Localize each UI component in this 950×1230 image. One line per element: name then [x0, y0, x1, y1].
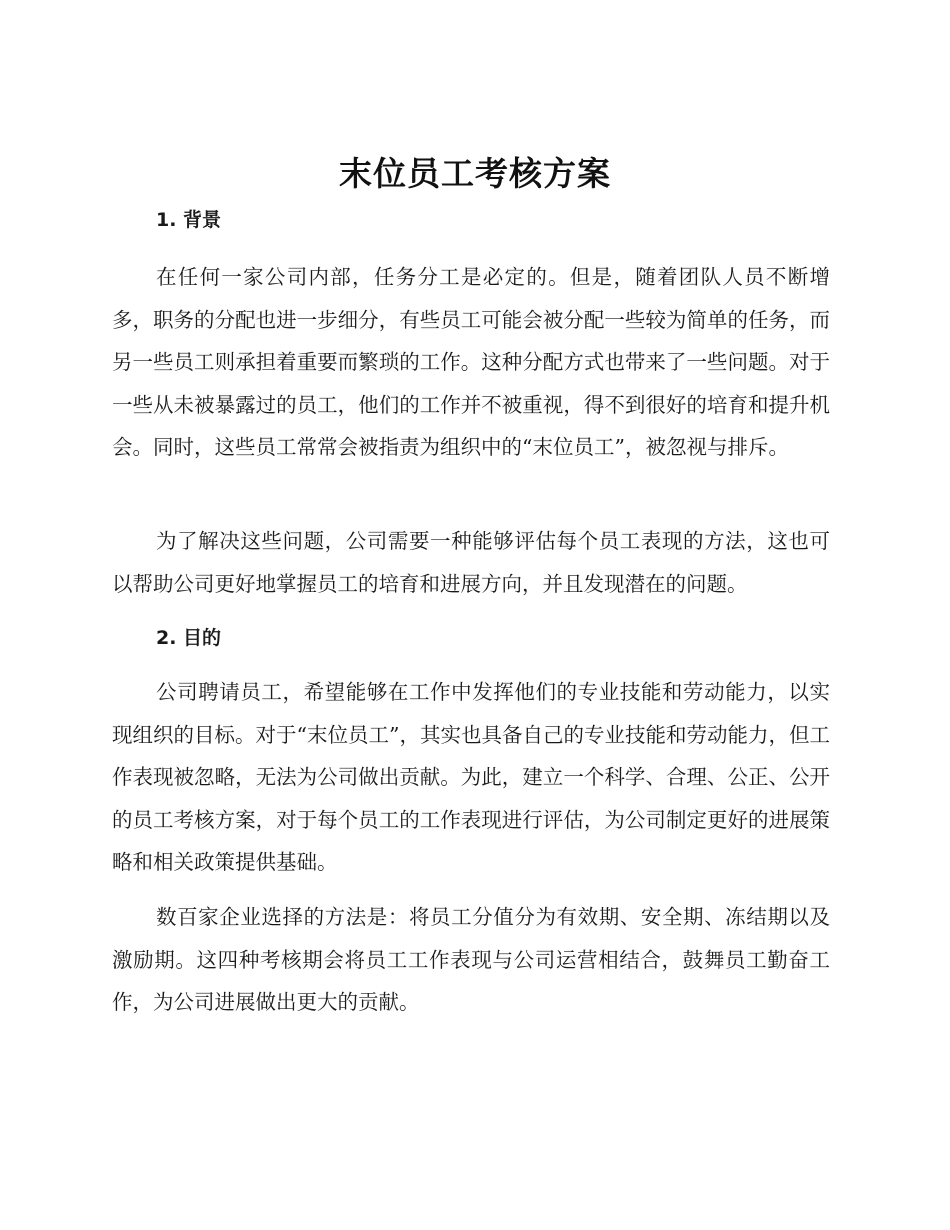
purpose-paragraph-2: 数百家企业选择的方法是：将员工分值分为有效期、安全期、冻结期以及激励期。这四种考核期会将员工工作表现与公司运营相结合，鼓舞员工勤奋工作，为公司进展做出更大的贡献。 — [112, 905, 830, 1014]
section-heading-background: 1. 背景 — [156, 209, 222, 231]
purpose-paragraph-1: 公司聘请员工，希望能够在工作中发挥他们的专业技能和劳动能力，以实现组织的目标。对于“末位员工”，其实也具备自己的专业技能和劳动能力，但工作表现被忽略，无法为公司做出贡献。为此，建立一个科学、合理、公正、公开的员工考核方案，对于每个员工的工作表现进行评估，为公司制定更好的进展策略和相关政策提供基础。 — [112, 680, 830, 874]
section-heading-purpose: 2. 目的 — [156, 627, 222, 649]
background-paragraph-1: 在任何一家公司内部，任务分工是必定的。但是，随着团队人员不断增多，职务的分配也进一步细分，有些员工可能会被分配一些较为简单的任务，而另一些员工则承担着重要而繁琐的工作。这种分配方式也带来了一些问题。对于一些从未被暴露过的员工，他们的工作并不被重视，得不到很好的培育和提升机会。同时，这些员工常常会被指责为组织中的“末位员工”，被忽视与排斥。 — [112, 265, 830, 459]
background-paragraph-2: 为了解决这些问题，公司需要一种能够评估每个员工表现的方法，这也可以帮助公司更好地掌握员工的培育和进展方向，并且发现潜在的问题。 — [112, 529, 830, 596]
document-title: 末位员工考核方案 — [339, 154, 611, 193]
